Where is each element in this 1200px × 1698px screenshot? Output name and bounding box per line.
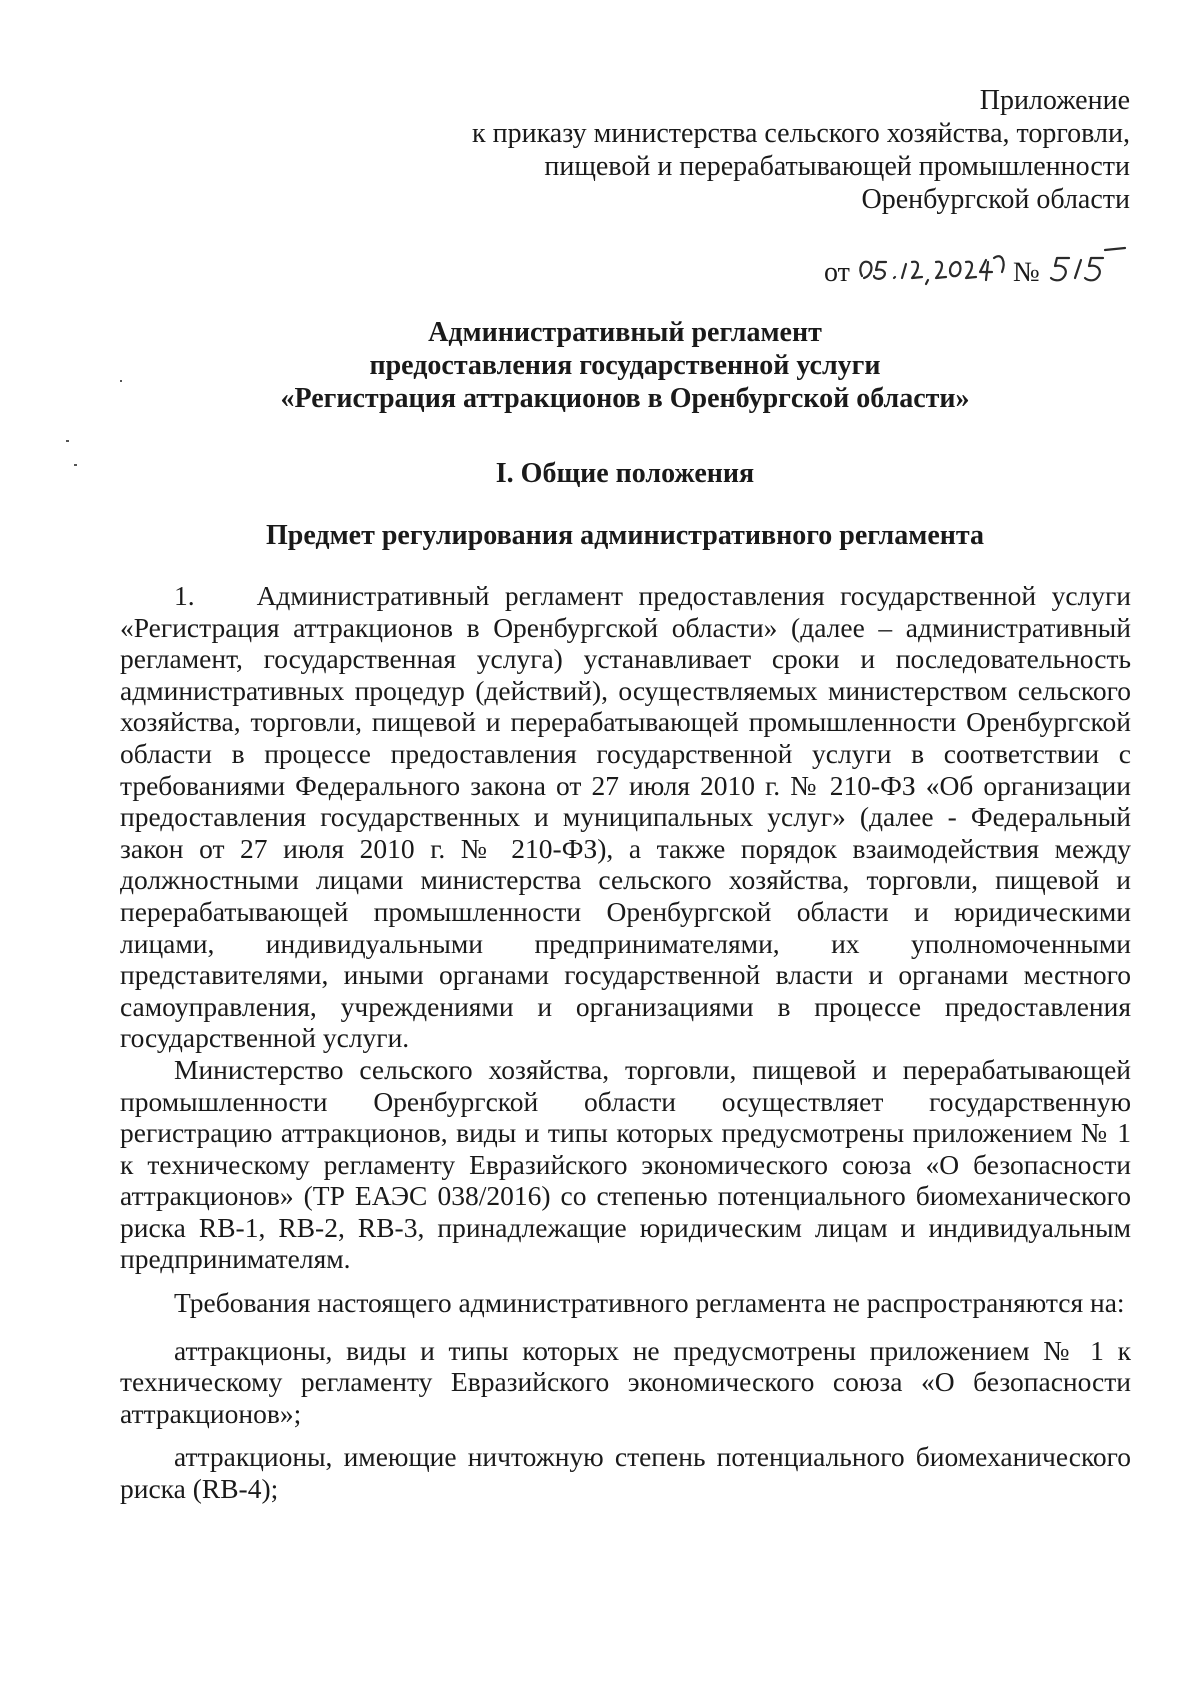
order-prefix: от (824, 257, 850, 288)
section-heading: I. Общие положения (495, 458, 755, 489)
scan-speck (74, 464, 77, 466)
paragraph: Министерство сельского хозяйства, торговли, пищевой и перерабатывающей промышленности Оренбургской области осуществляет государственную регистрацию аттракционов, виды и типы которых предусмотрены приложением № 1 к техническому регламенту Евразийского экономического союза «О безопасности аттракционов» (ТР ЕАЭС 038/2016) со степенью потенциального биомеханического риска RB-1, RB-2, RB-3, принадлежащие юридическим лицам и индивидуальным предпринимателям. (120, 1053, 1131, 1275)
scan-speck (120, 380, 122, 382)
appendix-line: пищевой и перерабатывающей промышленности (544, 151, 1130, 182)
appendix-block (380, 84, 1130, 216)
document-title (120, 316, 1130, 415)
paragraph: Требования настоящего административного регламента не распространяются на: (174, 1287, 1125, 1319)
appendix-line: Оренбургской области (861, 184, 1130, 215)
title-line: предоставления государственной услуги (369, 350, 881, 381)
scan-speck (66, 440, 69, 442)
document-body (120, 580, 1131, 1505)
appendix-line: к приказу министерства сельского хозяйства, торговли, (472, 118, 1130, 149)
handwritten-order-date (856, 232, 1016, 288)
paragraph: аттракционы, виды и типы которых не предусмотрены приложением № 1 к техническому регламенту Евразийского экономического союза «О безопасности аттракционов»; (120, 1334, 1131, 1429)
title-line: Административный регламент (428, 317, 822, 348)
paragraph: 1. Административный регламент предоставления государственной услуги «Регистрация аттракционов в Оренбургской области» (далее – административный регламент, государственная услуга) устанавливает сроки и последовательность административных процедур (действий), осуществляемых министерством сельского хозяйства, торговли, пищевой и перерабатывающей промышленности Оренбургской области в процессе предоставления государственной услуги в соответствии с требованиями Федерального закона от 27 июля 2010 г. № 210-ФЗ «Об организации предоставления государственных и муниципальных услуг» (далее - Федеральный закон от 27 июля 2010 г. № 210-ФЗ), а также порядок взаимодействия между должностными лицами министерства сельского хозяйства, торговли, пищевой и перерабатывающей промышленности Оренбургской области и юридическими лицами, индивидуальными предпринимателями, их уполномоченными представителями, иными органами государственной власти и органами местного самоуправления, учреждениями и организациями в процессе предоставления государственной услуги. (120, 580, 1131, 1054)
order-date-number (760, 232, 1132, 288)
order-number-label: № (1013, 257, 1040, 288)
subsection-heading: Предмет регулирования административного регламента (266, 520, 984, 551)
appendix-line: Приложение (979, 85, 1130, 116)
paragraph: аттракционы, имеющие ничтожную степень потенциального биомеханического риска (RB-4); (120, 1441, 1131, 1505)
title-line: «Регистрация аттракционов в Оренбургской области» (280, 383, 970, 414)
handwritten-order-number (1047, 232, 1133, 288)
